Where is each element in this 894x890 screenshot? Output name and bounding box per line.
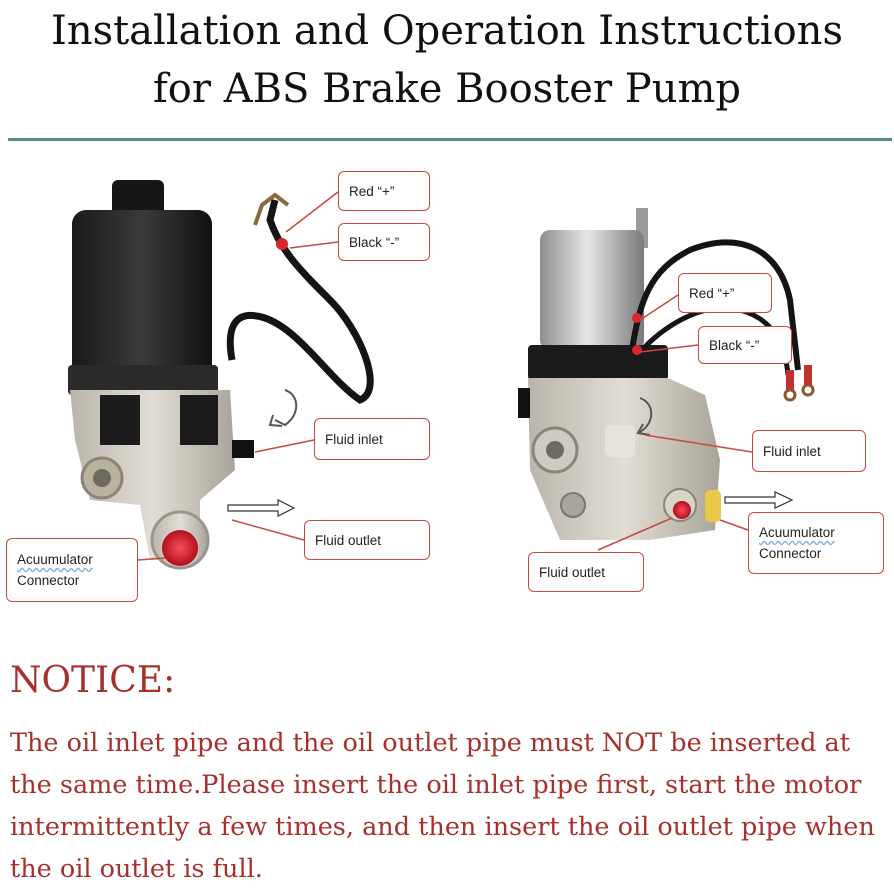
left-black-callout xyxy=(338,223,430,261)
left-accumulator-callout xyxy=(6,538,138,602)
left-black-label: Black “-” xyxy=(349,234,400,250)
right-black-callout xyxy=(698,326,792,364)
left-accumulator-line2: Connector xyxy=(17,573,80,588)
left-fluid-outlet-callout xyxy=(304,520,430,560)
left-fluid-outlet-label: Fluid outlet xyxy=(315,532,382,548)
right-fluid-outlet-callout xyxy=(528,552,644,592)
right-black-label: Black “-” xyxy=(709,337,760,353)
left-fluid-inlet-callout xyxy=(314,418,430,460)
title-line-1: Installation and Operation Instructions xyxy=(51,8,843,54)
right-red-callout xyxy=(678,273,772,313)
right-accumulator-line2: Connector xyxy=(759,546,822,561)
notice-heading: NOTICE: xyxy=(10,660,176,701)
left-red-callout xyxy=(338,171,430,211)
left-accumulator-line1: Acuumulator xyxy=(17,552,93,567)
title-line-2: for ABS Brake Booster Pump xyxy=(153,66,741,112)
right-accumulator-callout xyxy=(748,512,884,574)
right-fluid-inlet-label: Fluid inlet xyxy=(763,443,821,459)
right-accumulator-line1: Acuumulator xyxy=(759,525,835,540)
right-red-label: Red “+” xyxy=(689,285,735,301)
left-red-label: Red “+” xyxy=(349,183,395,199)
right-fluid-outlet-label: Fluid outlet xyxy=(539,564,606,580)
notice-body: The oil inlet pipe and the oil outlet pipe must NOT be inserted at the same time.Please insert the oil inlet pipe first, start the motor intermittently a few times, and then insert the oil outlet pipe when the oil outlet is full. xyxy=(10,728,875,884)
left-pump-image xyxy=(68,180,370,568)
right-fluid-inlet-callout xyxy=(752,430,866,472)
left-fluid-inlet-label: Fluid inlet xyxy=(325,431,383,447)
right-pump-image xyxy=(518,208,813,540)
